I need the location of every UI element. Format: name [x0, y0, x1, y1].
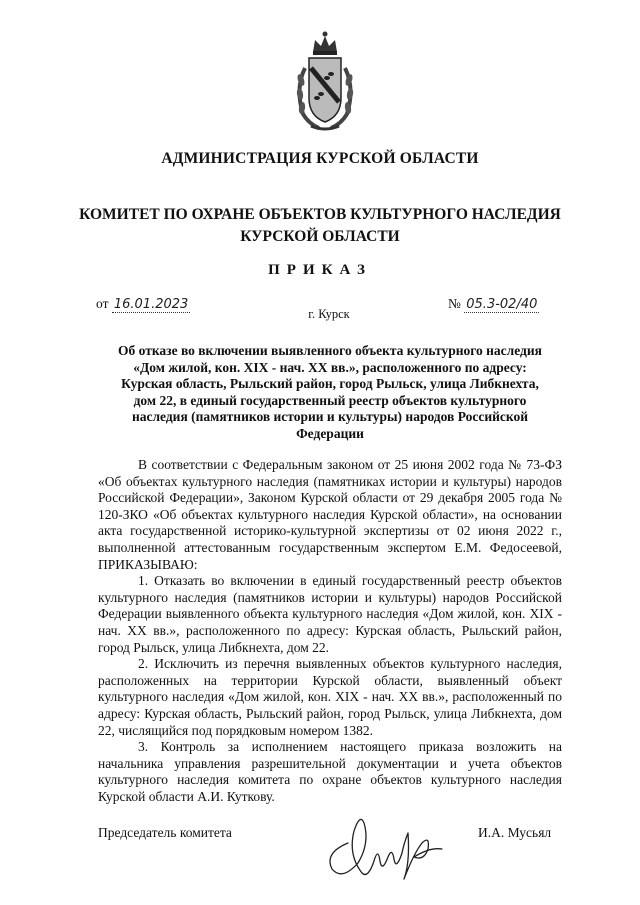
- date-prefix: от: [96, 296, 109, 311]
- number-value: 05.3-02/40: [466, 297, 538, 312]
- order-body: [98, 457, 562, 805]
- clause-3: 3. Контроль за исполнением настоящего приказа возложить на начальника управления разрешительной документации и учета объектов культурного наследия комитета по охране объектов культурного наследия Курской области А.И. Куткову.: [98, 739, 562, 804]
- signer-title: Председатель комитета: [98, 825, 232, 840]
- administration-heading: АДМИНИСТРАЦИЯ КУРСКОЙ ОБЛАСТИ: [161, 150, 479, 167]
- clause-2: 2. Исключить из перечня выявленных объектов культурного наследия, расположенных на территории Курской области, выявленный объект культурного наследия «Дом жилой, кон. XIX - нач. XX вв.», расположенный по адресу: Курская область, Рыльский район, город Рыльск, улица Либкнехта, дом 22, числящийся под порядковым номером 1382.: [98, 656, 562, 738]
- committee-heading: [0, 204, 640, 248]
- signature-icon: [318, 803, 446, 883]
- date-value: 16.01.2023: [113, 297, 189, 312]
- document-type: ПРИКАЗ: [268, 262, 372, 278]
- coat-of-arms-icon: [291, 28, 359, 136]
- clause-1: 1. Отказать во включении в единый государственный реестр объектов культурного наследия (памятников истории и культуры) народов Российской Федерации выявленного объекта культурного наследия «Дом жилой, кон. XIX - нач. XX вв.», расположенного по адресу: Курская область, Рыльский район, город Рыльск, улица Либкнехта, дом 22.: [98, 573, 562, 655]
- committee-heading-line2: КУРСКОЙ ОБЛАСТИ: [240, 228, 400, 245]
- committee-heading-line1: КОМИТЕТ ПО ОХРАНЕ ОБЪЕКТОВ КУЛЬТУРНОГО НАСЛЕДИЯ: [79, 206, 561, 223]
- order-subject: Об отказе во включении выявленного объекта культурного наследия «Дом жилой, кон. XIX - нач. XX вв.», расположенного по адресу: Курская область, Рыльский район, город Рыльск, улица Либкнехта, дом 22, в единый государственный реестр объектов культурного наследия (памятников истории и культуры) народов Российской Федерации: [118, 343, 542, 441]
- preamble-paragraph: В соответствии с Федеральным законом от 25 июня 2002 года № 73-ФЗ «Об объектах культурного наследия (памятниках истории и культуры) народов Российской Федерации», Законом Курской области от 29 декабря 2005 года № 120-ЗКО «Об объектах культурного наследия Курской области», на основании акта государственной историко-культурной экспертизы от 02 июня 2022 г., выполненной аттестованным государственным экспертом Е.М. Федосеевой, ПРИКАЗЫВАЮ:: [98, 457, 562, 572]
- number-prefix: №: [448, 296, 461, 311]
- signer-name: И.А. Мусьял: [478, 825, 552, 840]
- city: г. Курск: [308, 307, 350, 321]
